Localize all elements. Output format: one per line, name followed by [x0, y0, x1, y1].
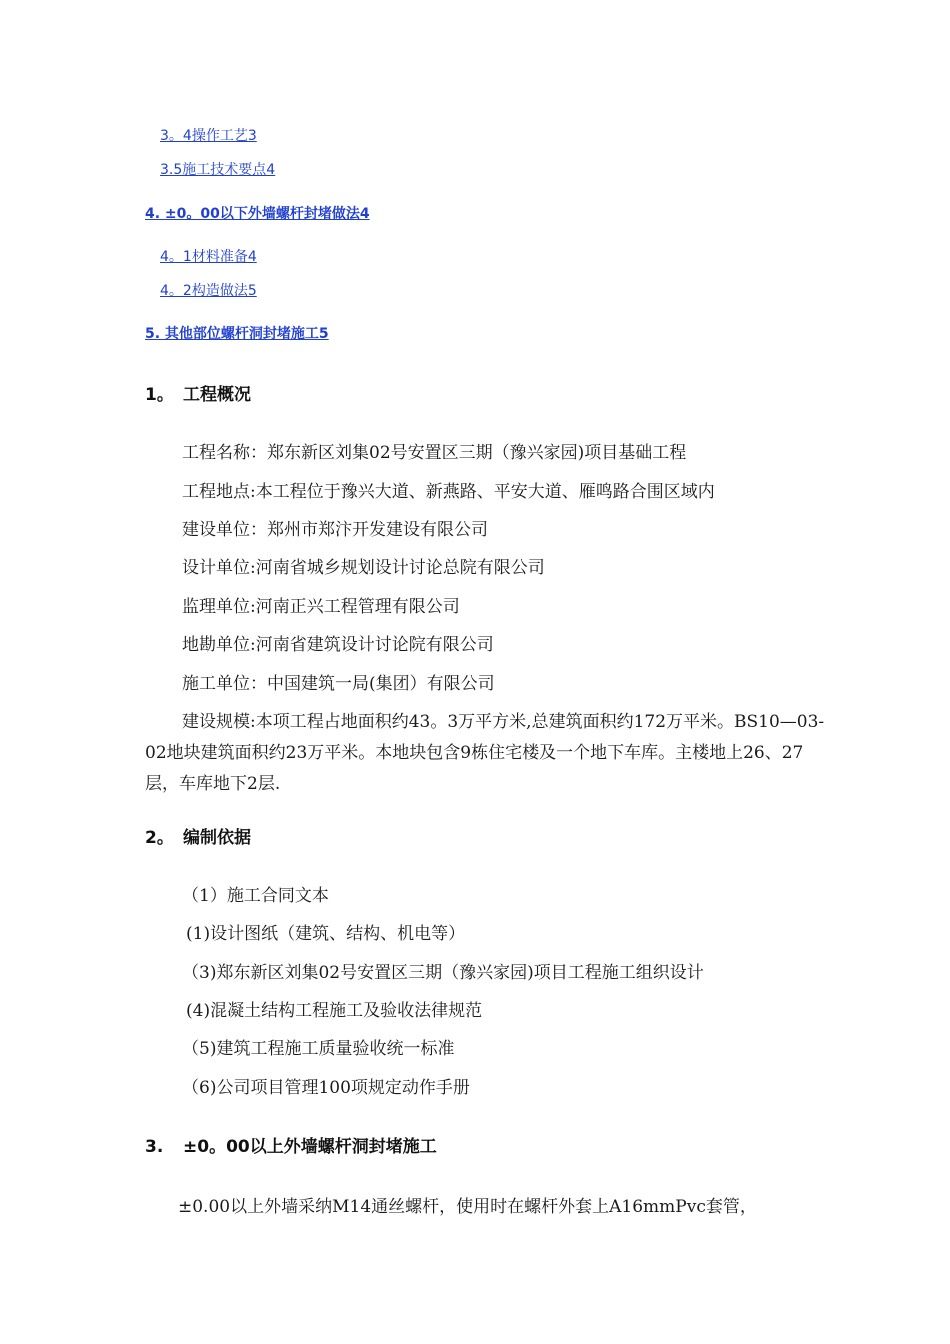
basis-item-1: （1）施工合同文本 — [182, 886, 329, 906]
section-2-title: 编制依据 — [183, 828, 251, 848]
owner-line: 建设单位：郑州市郑汴开发建设有限公司 — [182, 520, 488, 540]
project-name-line: 工程名称：郑东新区刘集02号安置区三期（豫兴家园)项目基础工程 — [182, 443, 687, 463]
basis-item-5: （5)建筑工程施工质量验收统一标准 — [182, 1039, 455, 1059]
section-2-heading — [145, 827, 251, 849]
project-location-line: 工程地点:本工程位于豫兴大道、新燕路、平安大道、雁鸣路合围区域内 — [182, 482, 715, 502]
construction-scale-paragraph: 建设规模:本项工程占地面积约43。3万平方米,总建筑面积约172万平米。BS10—03-02地块建筑面积约23万平米。本地块包含9栋住宅楼及一个地下车库。主楼地上26、27层，车库地下2层. — [145, 712, 825, 794]
survey-line: 地勘单位:河南省建筑设计讨论院有限公司 — [182, 635, 494, 655]
section-3-paragraph: ±0.00以上外墙采纳M14通丝螺杆，使用时在螺杆外套上A16mmPvc套管， — [178, 1197, 757, 1217]
supervisor-line: 监理单位:河南正兴工程管理有限公司 — [182, 597, 460, 617]
toc-link-5[interactable]: 5. 其他部位螺杆洞封堵施工5 — [145, 326, 329, 342]
section-2-number: 2。 — [145, 828, 174, 848]
section-1-title: 工程概况 — [183, 385, 251, 405]
section-3-title: ±0。00以上外墙螺杆洞封堵施工 — [183, 1137, 437, 1157]
toc-link-4[interactable]: 4. ±0。00以下外墙螺杆封堵做法4 — [145, 206, 370, 222]
section-3-heading — [145, 1136, 437, 1158]
designer-line: 设计单位:河南省城乡规划设计讨论总院有限公司 — [182, 558, 545, 578]
contractor-line: 施工单位：中国建筑一局(集团）有限公司 — [182, 674, 495, 694]
basis-item-2: (1)设计图纸（建筑、结构、机电等） — [186, 924, 466, 944]
section-3-number: 3. — [145, 1137, 164, 1157]
toc-link-3-5[interactable]: 3.5施工技术要点4 — [160, 162, 276, 178]
basis-item-4: (4)混凝土结构工程施工及验收法律规范 — [186, 1001, 483, 1021]
basis-item-6: （6)公司项目管理100项规定动作手册 — [182, 1078, 470, 1098]
toc-link-3-4[interactable]: 3。4操作工艺3 — [160, 128, 257, 144]
basis-item-3: （3)郑东新区刘集02号安置区三期（豫兴家园)项目工程施工组织设计 — [182, 963, 704, 983]
toc-link-4-1[interactable]: 4。1材料准备4 — [160, 249, 257, 265]
toc-link-4-2[interactable]: 4。2构造做法5 — [160, 283, 257, 299]
section-1-heading — [145, 384, 251, 406]
section-1-number: 1。 — [145, 385, 174, 405]
